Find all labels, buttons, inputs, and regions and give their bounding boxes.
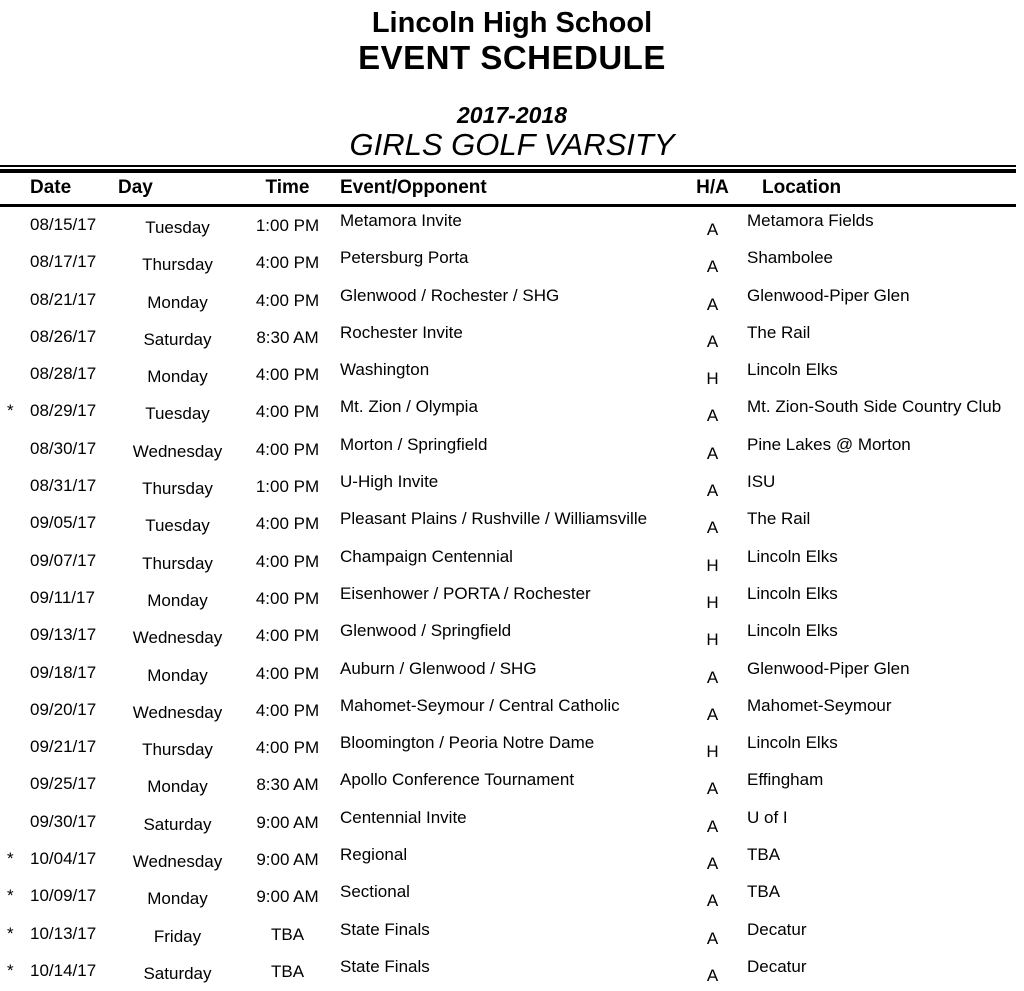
cell-event: Metamora Invite <box>340 211 462 230</box>
cell-date: 10/13/17 <box>30 923 97 943</box>
cell-day: Wednesday <box>132 441 223 461</box>
cell-location: The Rail <box>747 509 811 529</box>
cell-home-away: H <box>706 630 719 650</box>
cell-time: 4:00 PM <box>255 365 320 385</box>
cell-location: Glenwood-Piper Glen <box>747 285 910 305</box>
cell-time: 4:00 PM <box>255 253 320 273</box>
table-row <box>0 580 1024 617</box>
cell-location: Effingham <box>747 770 824 790</box>
cell-home-away: A <box>706 294 719 314</box>
cell-home-away: A <box>706 443 719 463</box>
column-header-time: Time <box>265 177 310 198</box>
cell-event: U-High Invite <box>340 472 439 492</box>
cell-star-marker: * <box>7 923 14 943</box>
cell-star-marker <box>0 290 30 319</box>
cell-event: Apollo Conference Tournament <box>340 770 575 790</box>
cell-home-away: A <box>706 481 719 501</box>
cell-day: Tuesday <box>145 516 210 536</box>
cell-time: 9:00 AM <box>256 812 319 832</box>
cell-date: 08/26/17 <box>30 326 97 346</box>
cell-location: The Rail <box>747 322 811 342</box>
cell-day: Monday <box>147 367 208 387</box>
table-row <box>0 468 1024 505</box>
cell-location: Lincoln Elks <box>747 360 838 380</box>
cell-home-away: A <box>706 704 719 724</box>
cell-star-marker <box>0 663 30 692</box>
cell-star-marker: * <box>7 401 14 421</box>
cell-date: 10/09/17 <box>30 886 97 906</box>
cell-time: 4:00 PM <box>255 290 320 310</box>
cell-time: 4:00 PM <box>255 738 320 758</box>
cell-date: 09/05/17 <box>30 513 97 533</box>
cell-event: Champaign Centennial <box>340 546 513 566</box>
cell-star-marker <box>0 774 30 803</box>
cell-time: 9:00 AM <box>256 887 319 907</box>
cell-time: 9:00 AM <box>256 850 319 870</box>
table-row <box>0 431 1024 468</box>
cell-location: Lincoln Elks <box>747 583 838 603</box>
cell-day: Wednesday <box>132 852 223 872</box>
cell-time: 4:00 PM <box>255 551 320 571</box>
cell-star-marker <box>0 439 30 468</box>
cell-event: Rochester Invite <box>340 322 463 342</box>
table-row <box>0 505 1024 542</box>
cell-location: U of I <box>747 807 788 827</box>
cell-day: Monday <box>147 590 208 610</box>
cell-home-away: A <box>706 406 719 426</box>
cell-home-away: H <box>706 742 719 762</box>
cell-date: 10/04/17 <box>30 849 97 869</box>
cell-day: Thursday <box>142 479 213 499</box>
table-row <box>0 617 1024 654</box>
cell-day: Saturday <box>143 814 212 834</box>
cell-time: 1:00 PM <box>255 216 320 235</box>
column-header-event: Event/Opponent <box>340 177 487 198</box>
cell-date: 09/25/17 <box>30 774 97 794</box>
column-header-day: Day <box>118 177 153 198</box>
cell-home-away: A <box>706 816 719 836</box>
cell-location: TBA <box>747 845 781 865</box>
cell-event: Glenwood / Rochester / SHG <box>340 285 560 305</box>
cell-date: 09/07/17 <box>30 550 97 570</box>
team-label: GIRLS GOLF VARSITY <box>349 127 675 162</box>
table-row <box>0 953 1024 990</box>
cell-home-away: A <box>706 965 719 985</box>
cell-day: Wednesday <box>132 702 223 722</box>
cell-star-marker <box>0 252 30 281</box>
cell-event: Bloomington / Peoria Notre Dame <box>340 733 595 753</box>
cell-date: 09/20/17 <box>30 699 97 719</box>
cell-location: TBA <box>747 882 781 902</box>
cell-date: 09/11/17 <box>30 587 95 607</box>
table-row <box>0 729 1024 766</box>
table-row <box>0 282 1024 319</box>
cell-event: Eisenhower / PORTA / Rochester <box>340 583 591 603</box>
cell-day: Friday <box>153 926 202 946</box>
school-name: Lincoln High School <box>371 7 653 39</box>
table-row <box>0 543 1024 580</box>
cell-event: Centennial Invite <box>340 807 467 827</box>
cell-star-marker <box>0 625 30 654</box>
cell-event: Mahomet-Seymour / Central Catholic <box>340 695 620 715</box>
cell-location: Lincoln Elks <box>747 546 838 566</box>
table-row <box>0 804 1024 841</box>
cell-star-marker <box>0 700 30 729</box>
cell-location: Pine Lakes @ Morton <box>747 434 911 454</box>
table-row <box>0 916 1024 953</box>
column-header-location: Location <box>762 177 842 198</box>
cell-home-away: A <box>706 667 719 687</box>
table-row <box>0 207 1024 244</box>
cell-day: Monday <box>147 777 208 797</box>
cell-event: Regional <box>340 845 408 865</box>
cell-event: Glenwood / Springfield <box>340 621 512 641</box>
cell-time: 8:30 AM <box>256 775 319 795</box>
cell-home-away: A <box>706 220 719 239</box>
cell-location: Lincoln Elks <box>747 733 838 753</box>
cell-home-away: A <box>706 779 719 799</box>
table-row <box>0 841 1024 878</box>
cell-home-away: A <box>706 257 719 277</box>
cell-date: 08/28/17 <box>30 364 97 384</box>
table-row <box>0 319 1024 356</box>
cell-day: Tuesday <box>145 404 210 424</box>
cell-event: Morton / Springfield <box>340 434 488 454</box>
cell-day: Monday <box>147 292 208 312</box>
cell-home-away: H <box>706 592 719 612</box>
cell-date: 09/21/17 <box>30 737 97 757</box>
cell-star-marker <box>0 327 30 356</box>
cell-date: 09/30/17 <box>30 811 97 831</box>
cell-location: Mahomet-Seymour <box>747 695 892 715</box>
cell-day: Wednesday <box>132 628 223 648</box>
cell-time: TBA <box>270 924 305 944</box>
cell-location: Metamora Fields <box>747 211 874 230</box>
cell-star-marker <box>0 737 30 766</box>
cell-location: Mt. Zion-South Side Country Club <box>747 397 1002 417</box>
table-row <box>0 655 1024 692</box>
cell-time: 4:00 PM <box>255 626 320 646</box>
cell-home-away: A <box>706 331 719 351</box>
cell-event: Auburn / Glenwood / SHG <box>340 658 537 678</box>
cell-date: 08/17/17 <box>30 252 97 272</box>
cell-event: State Finals <box>340 919 430 939</box>
cell-event: Mt. Zion / Olympia <box>340 397 478 417</box>
document-title: EVENT SCHEDULE <box>358 39 666 76</box>
cell-time: 8:30 AM <box>256 327 319 347</box>
cell-star-marker <box>0 513 30 542</box>
cell-event: Sectional <box>340 882 410 902</box>
cell-event: Petersburg Porta <box>340 248 469 268</box>
season-label: 2017-2018 <box>457 102 567 128</box>
cell-star-marker <box>0 215 30 244</box>
cell-home-away: A <box>706 854 719 874</box>
cell-location: Lincoln Elks <box>747 621 838 641</box>
cell-date: 08/31/17 <box>30 476 97 496</box>
cell-location: Glenwood-Piper Glen <box>747 658 910 678</box>
table-row <box>0 878 1024 915</box>
cell-star-marker: * <box>7 960 14 980</box>
cell-day: Thursday <box>142 255 213 275</box>
cell-time: 4:00 PM <box>255 663 320 683</box>
cell-day: Tuesday <box>145 218 210 237</box>
table-header-row <box>0 173 1024 204</box>
cell-home-away: A <box>706 928 719 948</box>
cell-star-marker <box>0 551 30 580</box>
cell-day: Thursday <box>142 740 213 760</box>
cell-date: 09/13/17 <box>30 625 97 645</box>
cell-star-marker: * <box>7 886 14 906</box>
cell-star-marker <box>0 476 30 505</box>
cell-day: Saturday <box>143 963 212 983</box>
cell-date: 10/14/17 <box>30 960 97 980</box>
cell-star-marker: * <box>7 849 14 869</box>
cell-date: 08/21/17 <box>30 289 97 309</box>
table-row <box>0 393 1024 430</box>
cell-location: Shambolee <box>747 248 834 268</box>
cell-home-away: H <box>706 555 719 575</box>
cell-location: Decatur <box>747 919 807 939</box>
cell-time: 4:00 PM <box>255 514 320 534</box>
cell-date: 09/18/17 <box>30 662 97 682</box>
cell-day: Thursday <box>142 553 213 573</box>
cell-time: 1:00 PM <box>255 477 320 497</box>
cell-home-away: A <box>706 891 719 911</box>
cell-time: 4:00 PM <box>255 700 320 720</box>
cell-day: Saturday <box>143 329 212 349</box>
header-top-rule <box>0 165 1016 173</box>
cell-time: 4:00 PM <box>255 439 320 459</box>
cell-date: 08/29/17 <box>30 401 97 421</box>
cell-event: Pleasant Plains / Rushville / Williamsville <box>340 509 648 529</box>
table-row <box>0 692 1024 729</box>
cell-star-marker <box>0 364 30 393</box>
cell-star-marker <box>0 588 30 617</box>
cell-day: Monday <box>147 889 208 909</box>
cell-location: ISU <box>747 472 776 492</box>
cell-star-marker <box>0 812 30 841</box>
cell-date: 08/30/17 <box>30 438 97 458</box>
table-row <box>0 356 1024 393</box>
cell-time: 4:00 PM <box>255 588 320 608</box>
cell-home-away: H <box>706 369 719 389</box>
table-row <box>0 766 1024 803</box>
cell-home-away: A <box>706 518 719 538</box>
cell-date: 08/15/17 <box>30 215 97 234</box>
column-header-date: Date <box>30 177 72 198</box>
cell-time: TBA <box>270 961 305 981</box>
cell-day: Monday <box>147 665 208 685</box>
document-header <box>0 6 1024 162</box>
cell-location: Decatur <box>747 956 807 976</box>
cell-event: Washington <box>340 360 430 380</box>
column-header-ha: H/A <box>696 177 729 198</box>
cell-time: 4:00 PM <box>255 402 320 422</box>
table-row <box>0 244 1024 281</box>
cell-event: State Finals <box>340 956 430 976</box>
schedule-rows <box>0 207 1024 990</box>
